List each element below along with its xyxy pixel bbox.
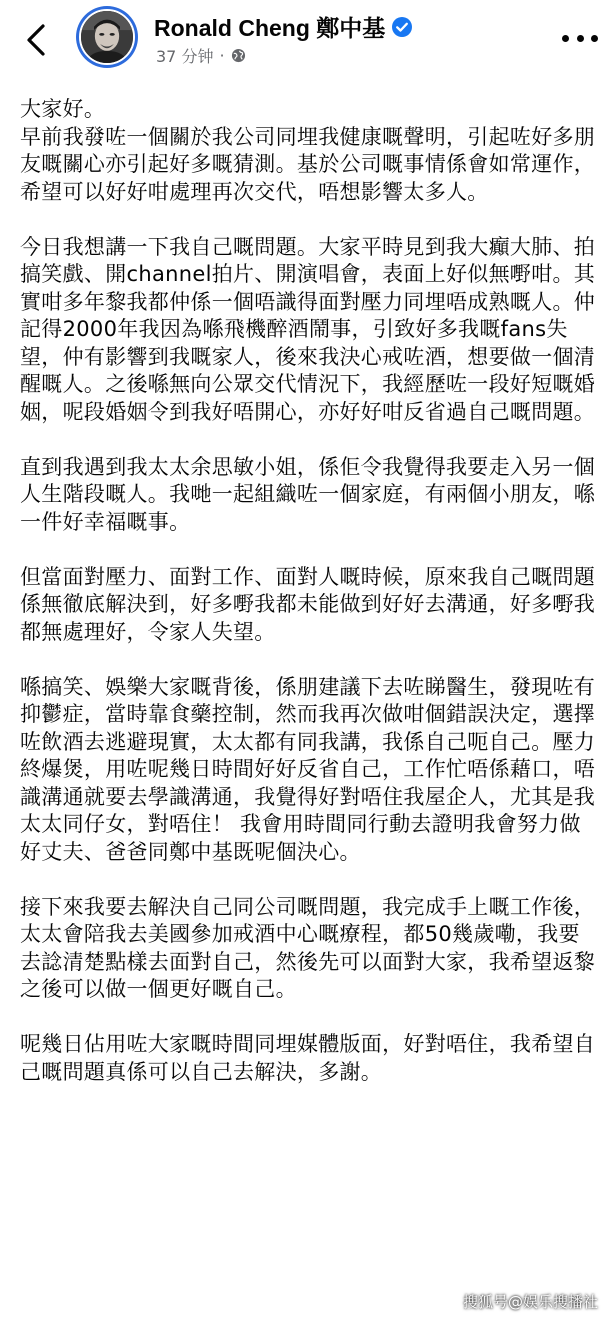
watermark: 搜狐号@娱乐搜播社 [462,1293,598,1311]
more-dot [577,35,584,42]
author-name-row[interactable] [154,10,413,43]
more-dot [591,35,598,42]
more-options-button[interactable] [562,24,598,52]
post-paragraph: 喺搞笑、娛樂大家嘅背後，係朋建議下去咗睇醫生，發現咗有抑鬱症，當時靠食藥控制，然而我再次做咁個錯誤決定，選擇咗飲酒去逃避現實，太太都有同我講，我係自己呃自己。壓力終爆煲，用咗呢幾日時間好好反省自己，工作忙唔係藉口，唔識溝通就要去學識溝通，我覺得好對唔住我屋企人，尤其是我太太同仔女，對唔住！ 我會用時間同行動去證明我會努力做好丈夫、爸爸同鄭中基既呢個決心。 [20,674,596,864]
avatar[interactable] [76,6,138,68]
verified-badge-icon [391,16,413,38]
back-button[interactable] [16,18,56,62]
post-paragraph: 但當面對壓力、面對工作、面對人嘅時候，原來我自己嘅問題係無徹底解決到，好多嘢我都未能做到好好去溝通，好多嘢我都無處理好，令家人失望。 [20,564,596,644]
meta-separator: · [219,46,225,65]
post-header [0,0,612,80]
post-paragraph: 直到我遇到我太太余思敏小姐，係佢令我覺得我要走入另一個人生階段嘅人。我哋一起組織咗一個家庭，有兩個小朋友，喺一件好幸福嘅事。 [20,454,596,534]
post-meta [156,44,246,67]
post-paragraph: 接下來我要去解決自己同公司嘅問題，我完成手上嘅工作後，太太會陪我去美國參加戒酒中心嘅療程，都50幾歲嘞，我要去諗清楚點樣去面對自己，然後先可以面對大家，我希望返黎之後可以做一個更好嘅自己。 [20,894,596,1001]
post-paragraph: 大家好。 早前我發咗一個關於我公司同埋我健康嘅聲明，引起咗好多朋友嘅關心亦引起好多嘅猜測。基於公司嘅事情係會如常運作，希望可以好好咁處理再次交代，唔想影響太多人。 [20,97,596,204]
more-dot [562,35,569,42]
author-name[interactable]: Ronald Cheng 鄭中基 [154,15,386,41]
profile-photo [81,11,133,63]
globe-icon [231,48,246,63]
post-paragraph: 今日我想講一下我自己嘅問題。大家平時見到我大癲大肺、拍搞笑戲、開channel拍片、開演唱會，表面上好似無嘢咁。其實咁多年黎我都仲係一個唔識得面對壓力同埋唔成熟嘅人。仲記得2000年我因為喺飛機醉酒鬧事，引致好多我嘅fans失望，仲有影響到我嘅家人，後來我決心戒咗酒，想要做一個清醒嘅人。之後喺無向公眾交代情況下，我經歷咗一段好短嘅婚姻，呢段婚姻令到我好唔開心，亦好好咁反省過自己嘅問題。 [20,234,596,424]
post-paragraph: 呢幾日佔用咗大家嘅時間同埋媒體版面，好對唔住，我希望自己嘅問題真係可以自己去解決，多謝。 [20,1032,596,1084]
post-body [20,96,600,1114]
post-time[interactable]: 37 分钟 [156,47,214,66]
chevron-left-icon [25,23,47,57]
